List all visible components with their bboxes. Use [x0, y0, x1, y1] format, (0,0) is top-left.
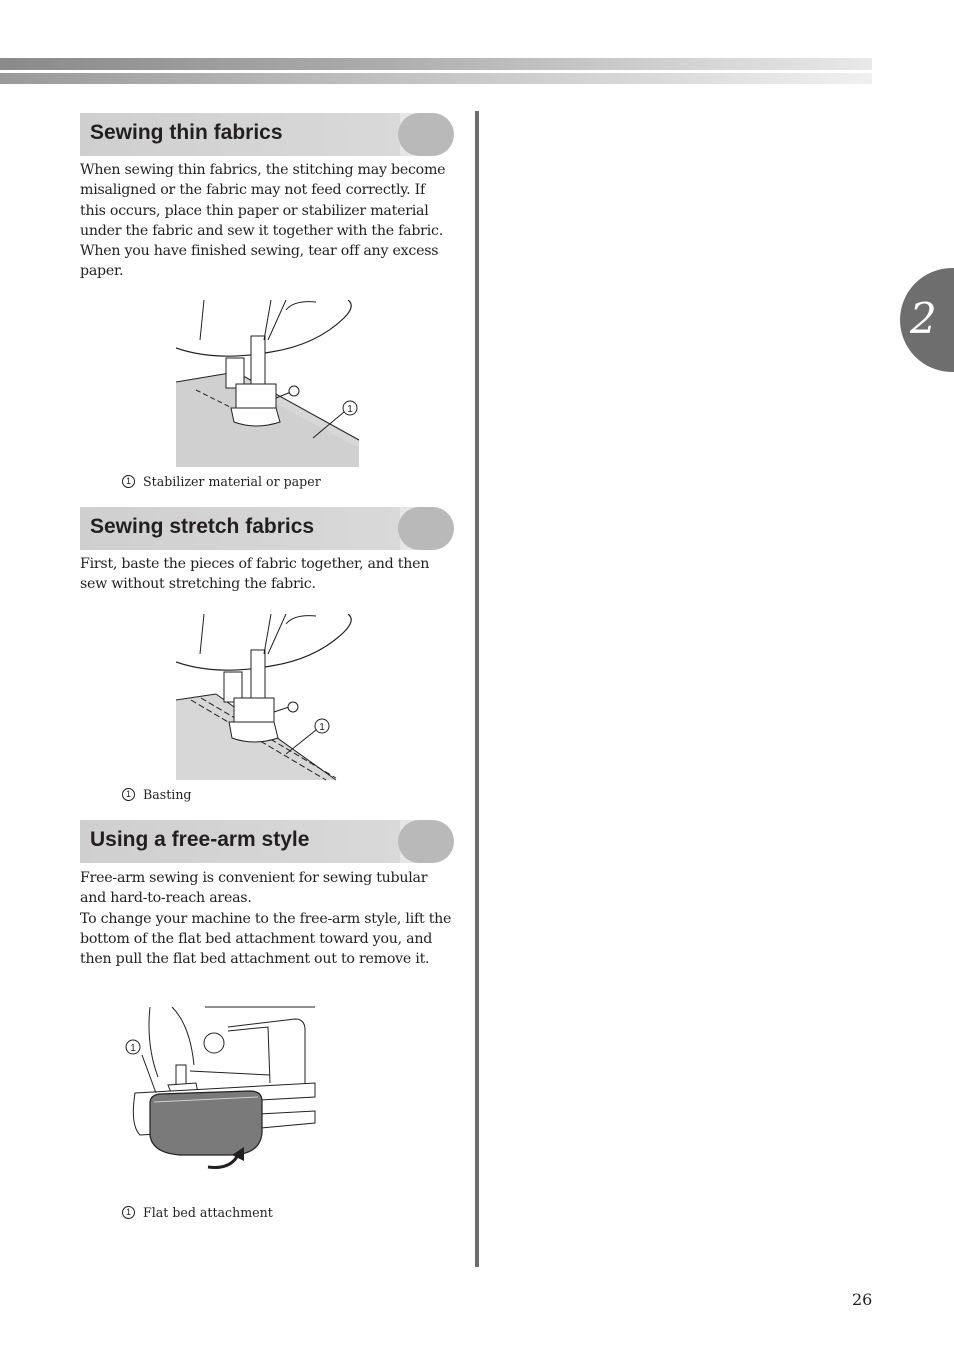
text-line: Free-arm sewing is convenient for sewing tubular — [80, 870, 428, 886]
section-heading-stretch-fabrics — [80, 507, 454, 550]
caption-text: Stabilizer material or paper — [143, 474, 321, 489]
text-line: First, baste the pieces of fabric together, and then — [80, 556, 430, 572]
text-line: under the fabric and sew it together with the fabric. — [80, 222, 443, 239]
callout-number: 1 — [130, 1043, 136, 1054]
section-title: Using a free-arm style — [90, 828, 310, 851]
caption-text: Flat bed attachment — [143, 1205, 273, 1220]
figure-caption — [122, 474, 321, 489]
text-line: When sewing thin fabrics, the stitching may become — [80, 162, 446, 178]
callout-number: 1 — [347, 404, 353, 415]
text-line: bottom of the flat bed attachment toward you, and — [80, 930, 433, 947]
section-title: Sewing stretch fabrics — [90, 515, 315, 538]
free-arm-illustration — [120, 1005, 320, 1175]
column-divider — [475, 111, 479, 1267]
callout-marker: 1 — [122, 788, 135, 801]
text-line: sew without stretching the fabric. — [80, 576, 316, 593]
text-line: and hard-to-reach areas. — [80, 890, 252, 907]
header-bar — [0, 58, 872, 70]
section-body-stretch-fabrics — [80, 554, 456, 595]
header-bar-secondary — [0, 73, 872, 84]
text-line: misaligned or the fabric may not feed correctly. If — [80, 182, 426, 199]
figure-caption — [122, 1205, 273, 1220]
section-body-free-arm — [80, 868, 456, 969]
callout-marker: 1 — [122, 1206, 135, 1219]
section-body-thin-fabrics — [80, 160, 456, 282]
chapter-number: 2 — [910, 294, 937, 343]
chapter-tab — [900, 268, 954, 372]
section-heading-free-arm — [80, 820, 454, 863]
callout-number: 1 — [319, 722, 325, 733]
page-number: 26 — [852, 1290, 873, 1309]
callout-marker: 1 — [122, 475, 135, 488]
stretch-fabric-illustration — [176, 614, 366, 784]
section-heading-thin-fabrics — [80, 113, 454, 156]
text-line: paper. — [80, 263, 124, 280]
text-line: this occurs, place thin paper or stabilizer material — [80, 202, 429, 219]
section-title: Sewing thin fabrics — [90, 121, 283, 144]
text-line: When you have finished sewing, tear off any excess — [80, 243, 439, 260]
figure-caption — [122, 787, 192, 802]
thin-fabric-illustration — [176, 300, 366, 470]
text-line: To change your machine to the free-arm style, lift the — [80, 910, 452, 927]
text-line: then pull the flat bed attachment out to remove it. — [80, 951, 430, 968]
caption-text: Basting — [143, 787, 192, 802]
